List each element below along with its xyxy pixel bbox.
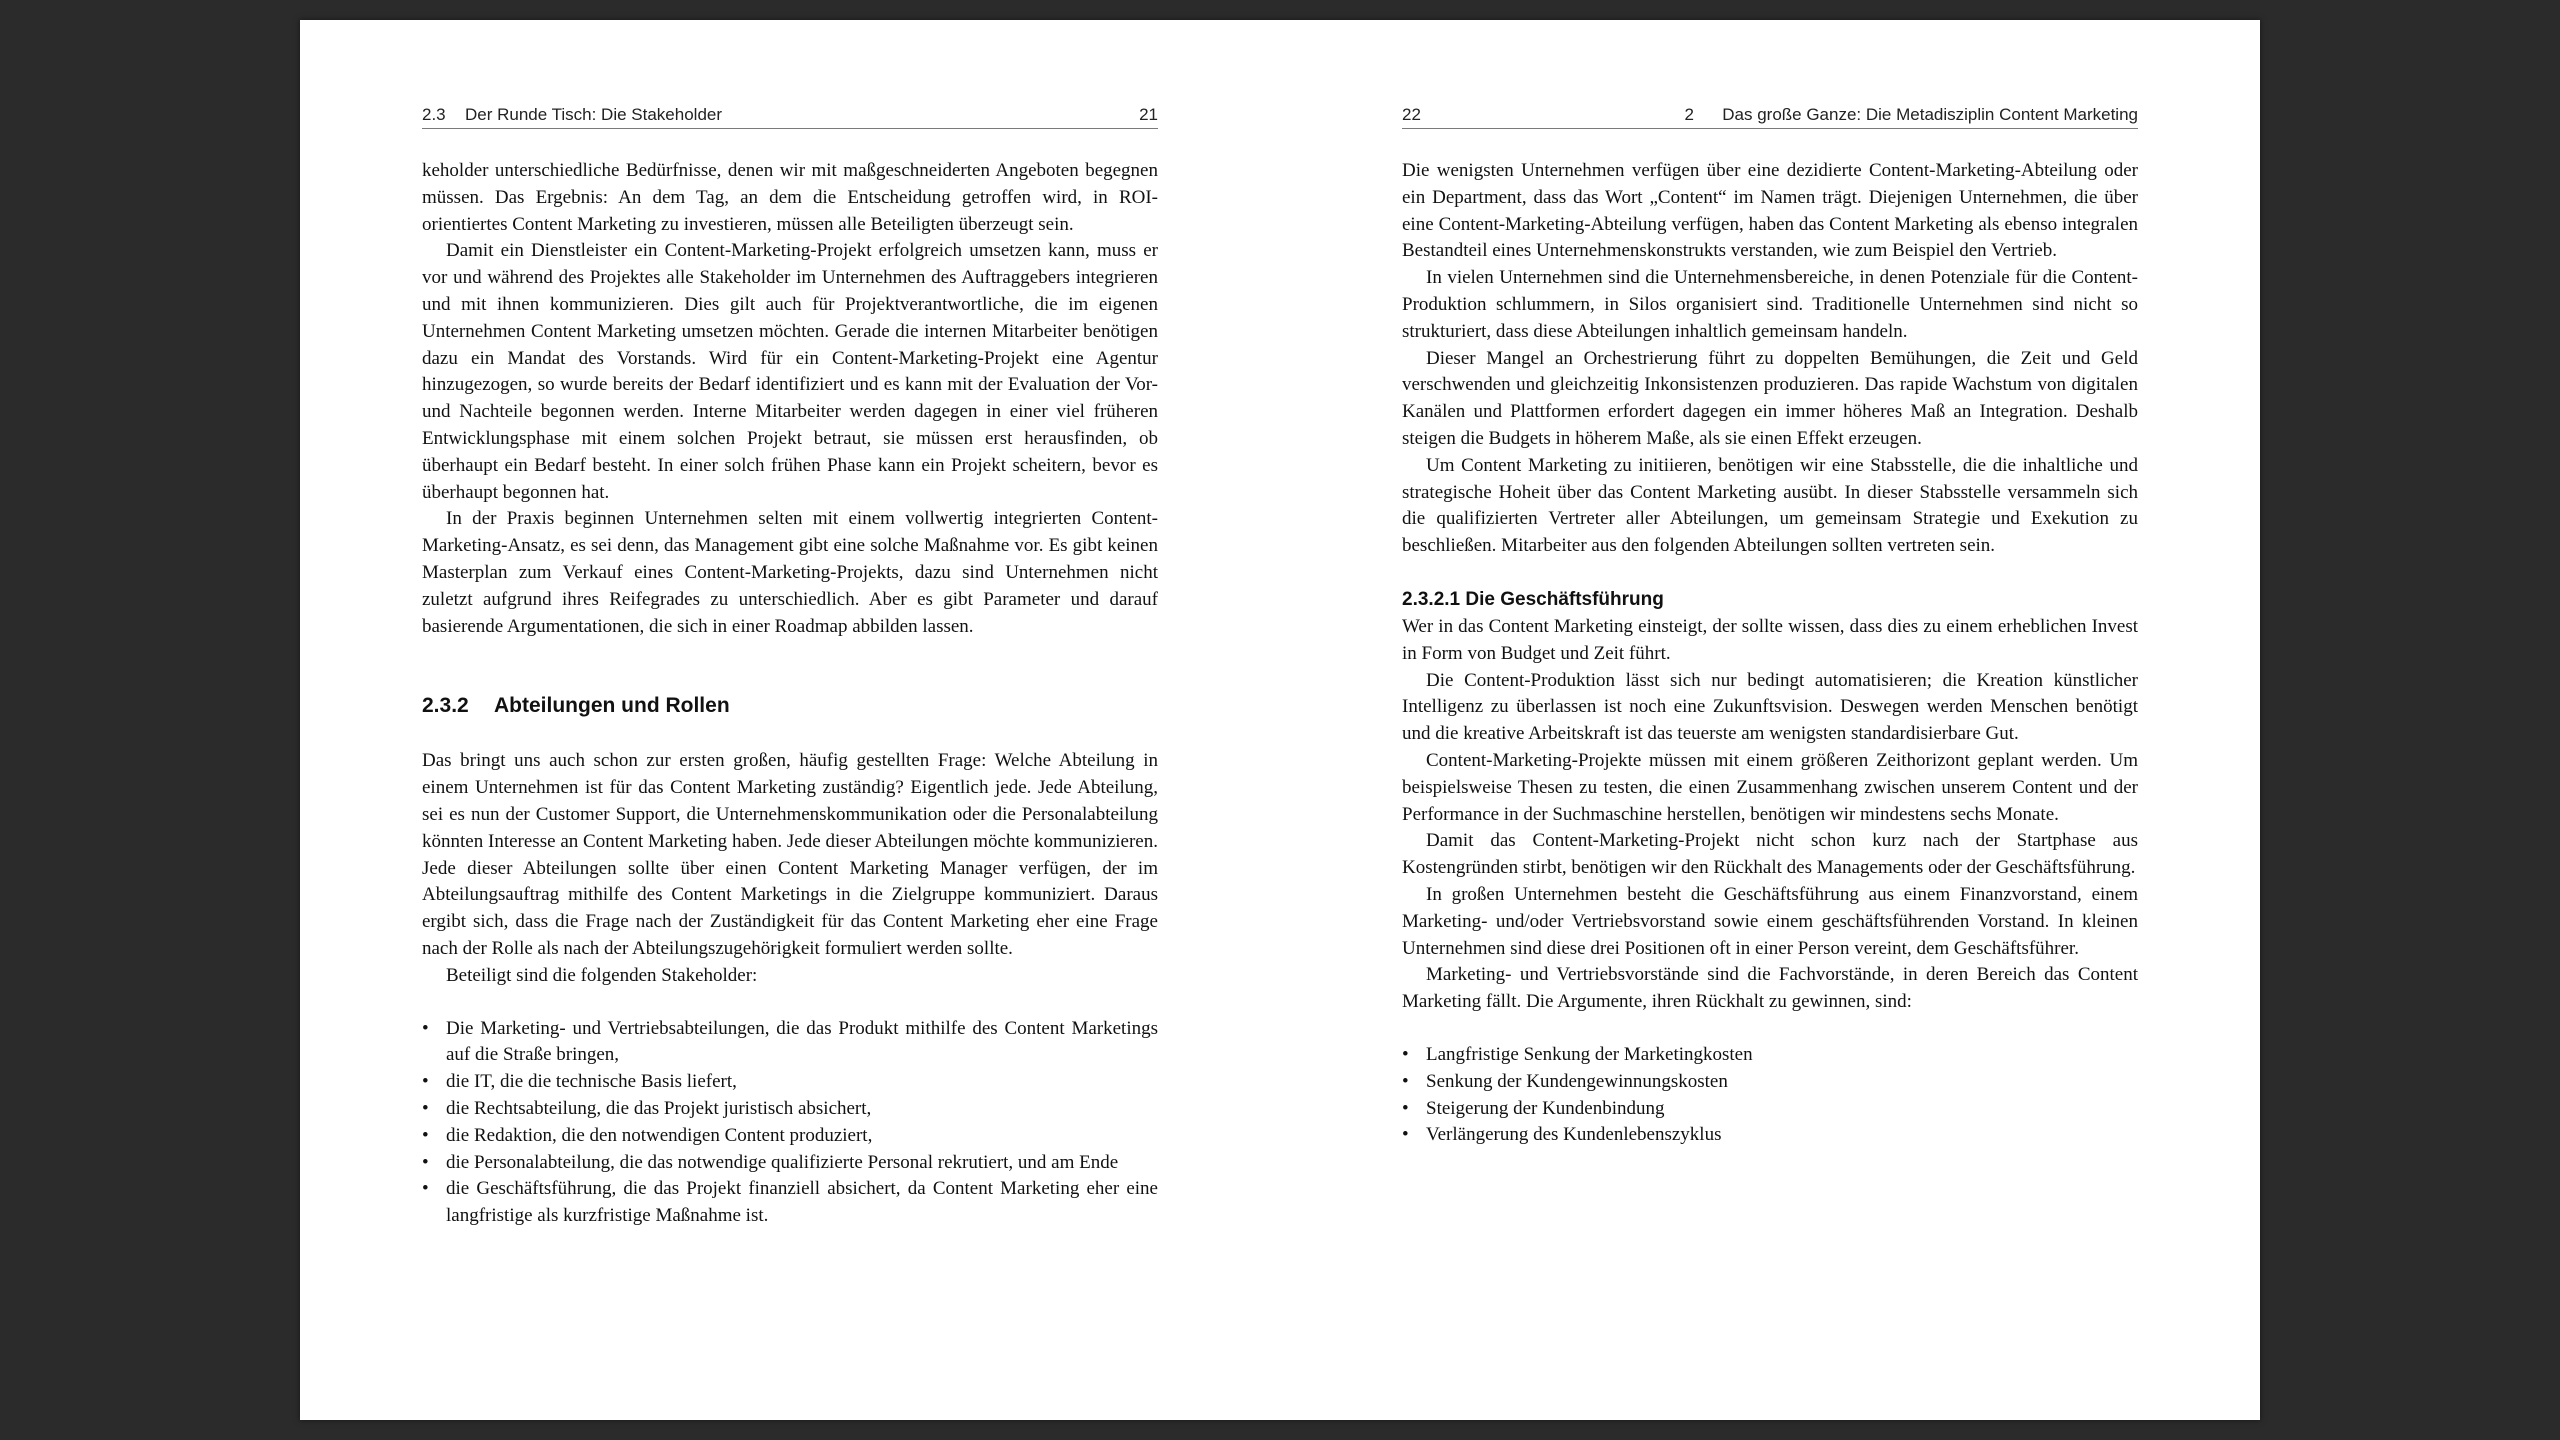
page-number: 22 <box>1402 105 1421 124</box>
paragraph: Dieser Mangel an Orchestrierung führt zu doppelten Bemühungen, die Zeit und Geld verschwenden und gleichzeitig Inkonsistenzen produzieren. Das rapide Wachstum von digitalen Kanälen und Plattformen erfordert dagegen ein immer höheres Maß an Integration. Deshalb steigen die Budgets in höherem Maße, als sie einen Effekt erzeugen. <box>1402 347 2138 449</box>
left-running-head <box>422 104 1158 129</box>
list-item: • die Geschäftsführung, die das Projekt finanziell absichert, da Content Marketing eher eine langfristige als kurzfristige Maßnahme ist. <box>422 1176 1158 1230</box>
paragraph: Die wenigsten Unternehmen verfügen über eine dezidierte Content-Marketing-Abteilung oder ein Department, dass das Wort „Content“ im Namen trägt. Diejenigen Unternehmen, die über eine Content-Marketing-Abteilung verfügen, haben das Content Marketing als ebenso integralen Bestandteil eines Unternehmenskonstrukts verstanden, wie zum Beispiel den Vertrieb. <box>1402 160 2138 262</box>
paragraph: Marketing- und Vertriebsvorstände sind die Fachvorstände, in deren Bereich das Content Marketing fällt. Die Argumente, ihren Rückhalt zu gewinnen, sind: <box>1402 964 2138 1013</box>
list-item: • die Personalabteilung, die das notwendige qualifizierte Personal rekrutiert, und am Ende <box>422 1150 1158 1177</box>
section-heading-title: Abteilungen und Rollen <box>494 694 730 718</box>
left-page-body <box>422 158 1158 1230</box>
list-item: • die IT, die die technische Basis liefert, <box>422 1069 1158 1096</box>
page-number: 21 <box>1139 105 1158 124</box>
paragraph: Die Content-Produktion lässt sich nur bedingt automatisieren; die Kreation künstlicher Intelligenz zu überlassen ist noch eine Zukunftsvision. Deswegen werden Menschen benötigt und die kreative Arbeitskraft ist das teuerste am wenigsten standardisierbare Gut. <box>1402 669 2138 745</box>
stakeholder-list <box>422 1016 1158 1230</box>
section-number: 2.3 <box>422 105 446 124</box>
subsection-heading-title: Die Geschäftsführung <box>1465 588 1664 610</box>
chapter-number: 2 <box>1684 105 1694 124</box>
chapter-title: Das große Ganze: Die Metadisziplin Content Marketing <box>1722 105 2138 124</box>
arguments-list <box>1402 1042 2138 1149</box>
section-title: Der Runde Tisch: Die Stakeholder <box>465 105 723 124</box>
paragraph: Damit ein Dienstleister ein Content-Marketing-Projekt erfolgreich umsetzen kann, muss er vor und während des Projektes alle Stakeholder im Unternehmen des Auftraggebers integrieren und mit ihnen kommunizieren. Dies gilt auch für Projektverantwortliche, die im eigenen Unternehmen Content Marketing umsetzen möchten. Gerade die internen Mitarbeiter benötigen dazu ein Mandat des Vorstands. Wird für ein Content-Marketing-Projekt eine Agentur hinzugezogen, so wurde bereits der Bedarf identifiziert und es kann mit der Evaluation der Vor- und Nachteile begonnen werden. Interne Mitarbeiter werden dagegen in einer viel früheren Entwicklungsphase mit einem solchen Projekt betraut, sie müssen erst herausfinden, ob überhaupt ein Bedarf besteht. In einer solch frühen Phase kann ein Projekt scheitern, bevor es überhaupt begonnen hat. <box>422 240 1158 503</box>
list-item: • Senkung der Kundengewinnungskosten <box>1402 1069 2138 1096</box>
right-page-body <box>1402 158 2138 1149</box>
paragraph: Damit das Content-Marketing-Projekt nicht schon kurz nach der Startphase aus Kostengründen stirbt, benötigen wir den Rückhalt des Managements oder der Geschäftsführung. <box>1402 830 2138 879</box>
section-heading <box>422 692 1158 720</box>
paragraph: Wer in das Content Marketing einsteigt, der sollte wissen, dass dies zu einem erheblichen Invest in Form von Budget und Zeit führt. <box>1402 615 2138 664</box>
paragraph: Das bringt uns auch schon zur ersten großen, häufig gestellten Frage: Welche Abteilung in einem Unternehmen ist für das Content Marketing zuständig? Eigentlich jede. Jede Abteilung, sei es nun der Customer Support, die Unternehmenskommunikation oder die Personalabteilung könnten Interesse an Content Marketing haben. Jede dieser Abteilungen möchte kommunizieren. Jede dieser Abteilungen sollte über einen Content Marketing Manager verfügen, der im Abteilungsauftrag mithilfe des Content Marketings in die Zielgruppe kommuniziert. Daraus ergibt sich, dass die Frage nach der Zuständigkeit für das Content Marketing eher eine Frage nach der Rolle als nach der Abteilungszugehörigkeit formuliert werden sollte. <box>422 750 1158 959</box>
right-running-head <box>1402 104 2138 129</box>
subsection-heading <box>1402 586 2138 614</box>
paragraph: keholder unterschiedliche Bedürfnisse, denen wir mit maßgeschneiderten Angeboten begegnen müssen. Das Ergebnis: An dem Tag, an dem die Entscheidung getroffen wird, in ROI-orientiertes Content Marketing zu investieren, müssen alle Beteiligten überzeugt sein. <box>422 160 1158 235</box>
paragraph: In vielen Unternehmen sind die Unternehmensbereiche, in denen Potenziale für die Content-Produktion schlummern, in Silos organisiert sind. Traditionelle Unternehmen sind nicht so strukturiert, dass diese Abteilungen inhaltlich gemeinsam handeln. <box>1402 267 2138 342</box>
book-spread <box>300 20 2260 1420</box>
paragraph: In der Praxis beginnen Unternehmen selten mit einem vollwertig integrierten Content-Marketing-Ansatz, es sei denn, das Management gibt eine solche Maßnahme vor. Es gibt keinen Masterplan zum Verkauf eines Content-Marketing-Projekts, dazu sind Unternehmen nicht zuletzt aufgrund ihres Reifegrades zu unterschiedlich. Aber es gibt Parameter und darauf basierende Argumentationen, die sich in einer Roadmap abbilden lassen. <box>422 508 1158 637</box>
subsection-heading-number: 2.3.2.1 <box>1402 588 1461 610</box>
section-heading-number: 2.3.2 <box>422 694 469 718</box>
paragraph: Content-Marketing-Projekte müssen mit einem größeren Zeithorizont geplant werden. Um beispielsweise Thesen zu testen, die einen Zusammenhang zwischen unserem Content und der Performance in der Suchmaschine herstellen, benötigen wir mindestens sechs Monate. <box>1402 749 2138 825</box>
list-item: • Langfristige Senkung der Marketingkosten <box>1402 1042 2138 1069</box>
paragraph: Beteiligt sind die folgenden Stakeholder: <box>446 964 758 986</box>
list-item: • die Rechtsabteilung, die das Projekt juristisch absichert, <box>422 1096 1158 1123</box>
list-item: • die Redaktion, die den notwendigen Content produziert, <box>422 1123 1158 1150</box>
list-item: • Verlängerung des Kundenlebenszyklus <box>1402 1122 2138 1149</box>
list-item: • Die Marketing- und Vertriebsabteilungen, die das Produkt mithilfe des Content Marketings auf die Straße bringen, <box>422 1016 1158 1070</box>
list-item: • Steigerung der Kundenbindung <box>1402 1096 2138 1123</box>
paragraph: Um Content Marketing zu initiieren, benötigen wir eine Stabsstelle, die die inhaltliche und strategische Hoheit über das Content Marketing ausübt. In dieser Stabsstelle versammeln sich die qualifizierten Vertreter aller Abteilungen, um gemeinsam Strategie und Exekution zu beschließen. Mitarbeiter aus den folgenden Abteilungen sollten vertreten sein. <box>1402 454 2138 557</box>
paragraph: In großen Unternehmen besteht die Geschäftsführung aus einem Finanzvorstand, einem Marketing- und/oder Vertriebsvorstand sowie einem geschäftsführenden Vorstand. In kleinen Unternehmen sind diese drei Positionen oft in einer Person vereint, dem Geschäftsführer. <box>1402 883 2138 959</box>
